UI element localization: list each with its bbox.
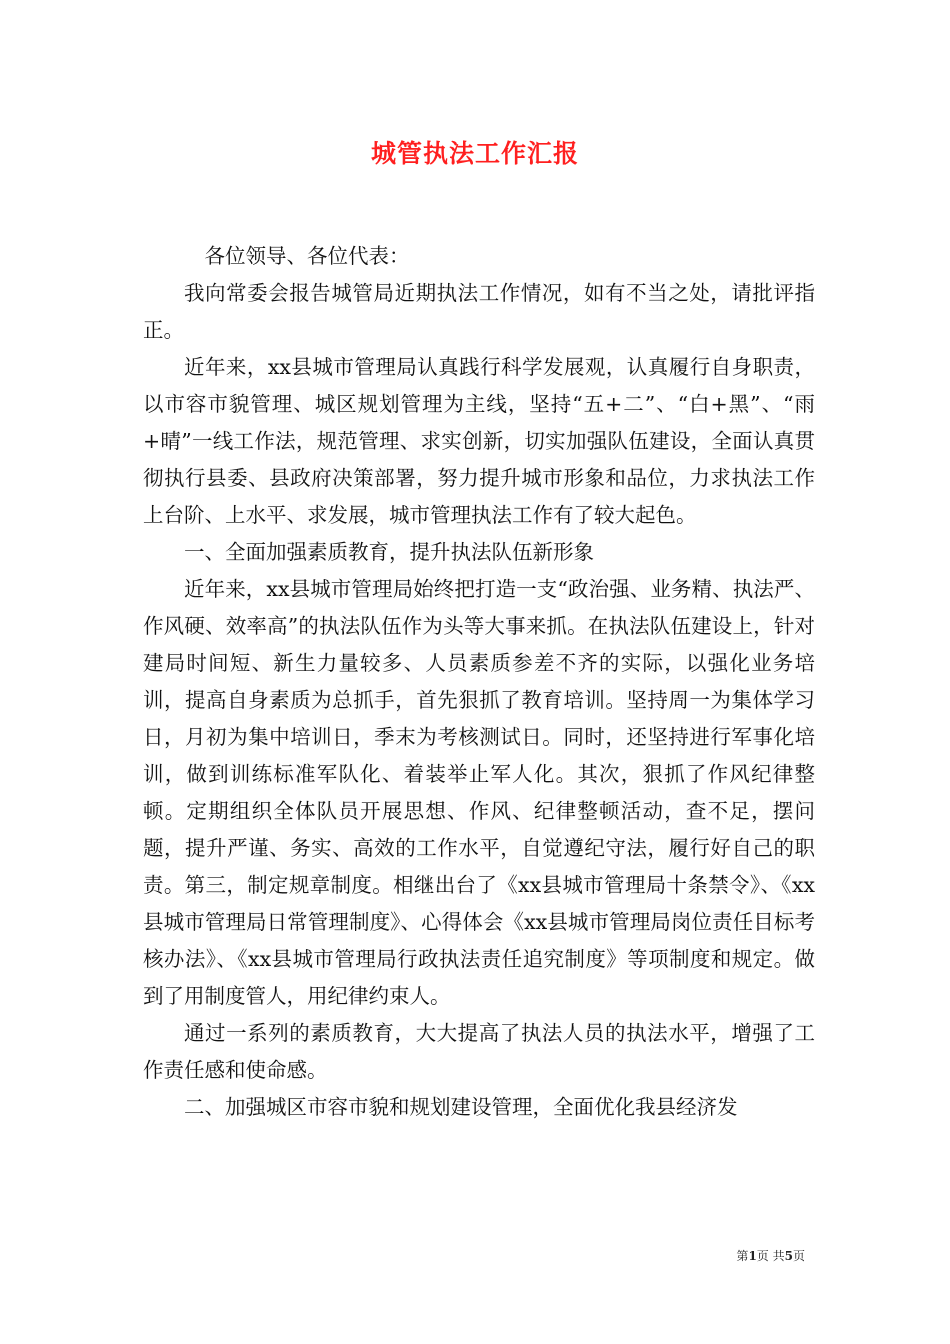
footer-suffix: 页 — [792, 1249, 805, 1263]
page-number-footer — [736, 1247, 805, 1264]
total-page-number: 5 — [784, 1249, 793, 1263]
document-title: 城管执法工作汇报 — [370, 139, 579, 168]
greeting-paragraph: 各位领导、各位代表： — [204, 244, 410, 268]
overview-paragraph: 近年来，xx县城市管理局认真践行科学发展观，认真履行自身职责，以市容市貌管理、城区规划管理为主线，坚持“五+二”、“白+黑”、“雨+晴”一线工作法，规范管理、求实创新，切实加强队伍建设，全面认真贯彻执行县委、县政府决策部署，努力提升城市形象和品位，力求执法工作上台阶、上水平、求发展，城市管理执法工作有了较大起色。 — [143, 355, 815, 527]
document-body — [143, 238, 815, 1126]
footer-prefix: 第 — [736, 1249, 749, 1263]
intro-paragraph: 我向常委会报告城管局近期执法工作情况，如有不当之处，请批评指正。 — [143, 281, 815, 342]
current-page-number: 1 — [748, 1249, 757, 1263]
section-heading-1: 一、全面加强素质教育，提升执法队伍新形象 — [184, 540, 594, 564]
section-1-paragraph: 近年来，xx县城市管理局始终把打造一支“政治强、业务精、执法严、作风硬、效率高”的执法队伍作为头等大事来抓。在执法队伍建设上，针对建局时间短、新生力量较多、人员素质参差不齐的实际，以强化业务培训，提高自身素质为总抓手，首先狠抓了教育培训。坚持周一为集体学习日，月初为集中培训日，季末为考核测试日。同时，还坚持进行军事化培训，做到训练标准军队化、着装举止军人化。其次，狠抓了作风纪律整顿。定期组织全体队员开展思想、作风、纪律整顿活动，查不足，摆问题，提升严谨、务实、高效的工作水平，自觉遵纪守法，履行好自己的职责。第三，制定规章制度。相继出台了《xx县城市管理局十条禁令》、《xx县城市管理局日常管理制度》、心得体会《xx县城市管理局岗位责任目标考核办法》、《xx县城市管理局行政执法责任追究制度》等项制度和规定。做到了用制度管人，用纪律约束人。 — [143, 577, 815, 1008]
footer-middle: 页 共 — [756, 1249, 785, 1263]
section-heading-2: 二、加强城区市容市貌和规划建设管理，全面优化我县经济发 — [184, 1095, 738, 1119]
section-1-summary-paragraph: 通过一系列的素质教育，大大提高了执法人员的执法水平，增强了工作责任感和使命感。 — [143, 1021, 815, 1082]
